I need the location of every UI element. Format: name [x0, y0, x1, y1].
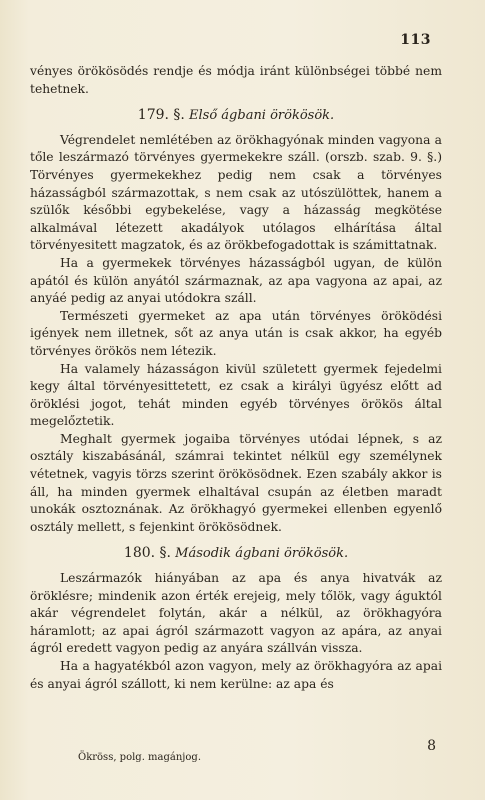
section-179-title: Első ágbani örökösök. — [189, 108, 335, 124]
section-179-paragraph-3: Természeti gyermeket az apa után törvényes öröködési igények nem illetnek, sőt az anya után is csak akkor, ha egyéb törvényes örökös nem létezik. — [30, 308, 442, 358]
text-column — [30, 63, 442, 693]
signature-mark: 8 — [427, 738, 436, 754]
section-179-heading — [30, 107, 442, 125]
page-number: 113 — [400, 32, 431, 48]
page-footer — [78, 738, 442, 763]
section-180-paragraph-1: Leszármazók hiányában az apa és anya hivatvák az öröklésre; mindenik azon érték erejeig, mely tőlök, vagy águktól akár végrendelet folytán, akár a nélkül, az örökhagyóra háramlott; az apai ágról származott vagyon az apára, az anyai ágról eredett vagyon pedig az anyára szállván vissza. — [30, 571, 442, 656]
section-179-paragraph-1: Végrendelet nemlétében az örökhagyónak minden vagyona a tőle leszármazó törvényes gyermekekre száll. (orszb. szab. 9. §.) Törvényes gyermekekhez pedig nem csak a törvényes házasságból származottak, s nem csak az utószülöttek, hanem a szülők későbbi egybekelése, vagy a házasság megkötése alkalmával létezett akadályok utólagos elhárítása által törvényesitett magzatok, és az örökbefogadottak is számittatnak. — [30, 132, 442, 253]
section-179-paragraph-2: Ha a gyermekek törvényes házasságból ugyan, de külön apától és külön anyától származnak, az apa vagyona az apai, az anyáé pedig az anyai utódokra száll. — [30, 255, 442, 306]
section-179-paragraph-5: Meghalt gyermek jogaiba törvényes utódai lépnek, s az osztály kiszabásánál, számrai tekintet nélkül egy személynek vétetnek, vagyis törzs szerint örökösödnek. Ezen szabály akkor is áll, ha minden gyermek elhaltával csupán az életben maradt unokák osztoznának. Az örökhagyó gyermekei ellenben egyenlő osztály mellett, s fejenkint örökösödnek. — [30, 431, 442, 534]
signature-text: Ökröss, polg. magánjog. — [78, 752, 202, 763]
section-180-paragraph-2: Ha a hagyatékból azon vagyon, mely az örökhagyóra az apai és anyai ágról szállott, ki nem kerülne: az apa és — [30, 659, 442, 691]
section-179-paragraph-4: Ha valamely házasságon kivül született gyermek fejedelmi kegy által törvényesittetett, ez csak a királyi ügyész előtt ad öröklési jogot, tehát minden egyéb törvényes örökös által megelőztetik. — [30, 361, 442, 429]
section-180-heading — [30, 545, 442, 563]
section-179-number: 179. §. — [137, 107, 185, 124]
section-180-title: Második ágbani örökösök. — [175, 546, 349, 562]
paragraph-continued: vényes örökösödés rendje és módja iránt különbségei többé nem tehetnek. — [30, 64, 442, 96]
section-180-number: 180. §. — [123, 545, 171, 562]
